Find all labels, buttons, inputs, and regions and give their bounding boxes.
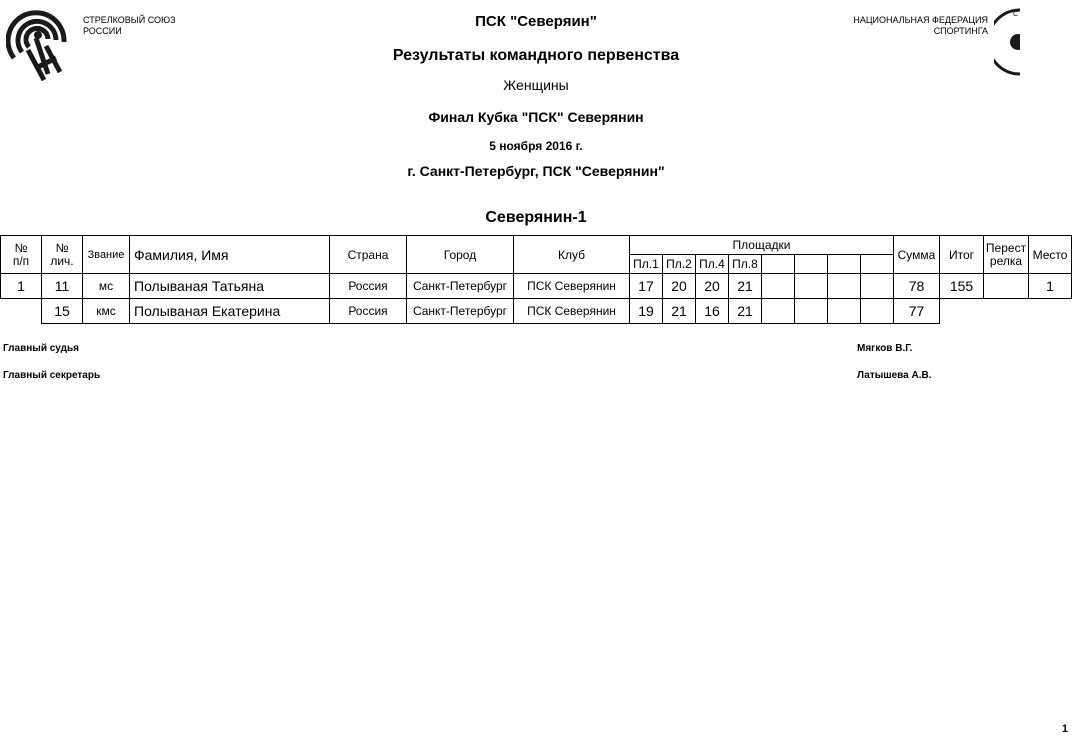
- event-date: 5 ноября 2016 г.: [489, 139, 583, 153]
- judge-name: Мягков В.Г.: [857, 343, 913, 354]
- cell-range-8: 21: [729, 299, 762, 324]
- col-header-sum: Сумма: [894, 236, 940, 274]
- cell-num: 1: [1, 274, 42, 299]
- cell-num: [1, 299, 42, 324]
- col-header-lic: [42, 236, 83, 274]
- cell-club: ПСК Северянин: [514, 299, 630, 324]
- col-header-range-8: Пл.8: [729, 255, 762, 274]
- cell-range-1: 19: [630, 299, 663, 324]
- cell-range-empty: [861, 299, 894, 324]
- cell-sum: 77: [894, 299, 940, 324]
- col-header-place: Место: [1029, 236, 1072, 274]
- col-header-name: Фамилия, Имя: [130, 236, 330, 274]
- col-header-range-empty: [762, 255, 795, 274]
- secretary-name: Латышева А.В.: [857, 370, 932, 381]
- col-header-shootoff-line-1: Перест: [985, 240, 1027, 255]
- table-row: [1, 299, 1072, 324]
- cell-lic: 11: [42, 274, 83, 299]
- org-right-line-2: СПОРТИНГА: [933, 26, 988, 36]
- cell-range-empty: [762, 274, 795, 299]
- org-left-line-1: СТРЕЛКОВЫЙ СОЮЗ: [83, 15, 176, 25]
- cell-sum: 78: [894, 274, 940, 299]
- cell-rank: мс: [83, 274, 130, 299]
- col-header-lic-line-2: лич.: [50, 253, 74, 268]
- col-header-num: [1, 236, 42, 274]
- col-header-range-1: Пл.1: [630, 255, 663, 274]
- table-row: [1, 274, 1072, 299]
- cell-range-empty: [828, 274, 861, 299]
- col-header-range-4: Пл.4: [696, 255, 729, 274]
- cell-range-empty: [762, 299, 795, 324]
- col-header-num-line-2: п/п: [12, 253, 30, 268]
- org-right-line-1: НАЦИОНАЛЬНАЯ ФЕДЕРАЦИЯ: [853, 15, 988, 25]
- col-header-num-line-1: №: [14, 240, 28, 255]
- col-header-club: Клуб: [514, 236, 630, 274]
- cell-range-2: 21: [663, 299, 696, 324]
- svg-text:С: С: [1013, 11, 1019, 18]
- cell-city: Санкт-Петербург: [407, 274, 514, 299]
- col-header-shootoff-line-2: релка: [989, 253, 1023, 268]
- col-header-lic-line-1: №: [55, 240, 69, 255]
- cell-total-empty: [940, 299, 984, 324]
- cell-range-empty: [861, 274, 894, 299]
- cell-range-1: 17: [630, 274, 663, 299]
- cell-name: Полываная Татьяна: [130, 274, 330, 299]
- col-header-range-empty: [828, 255, 861, 274]
- cell-total: 155: [940, 274, 984, 299]
- cell-range-8: 21: [729, 274, 762, 299]
- col-header-range-empty: [795, 255, 828, 274]
- col-header-range-2: Пл.2: [663, 255, 696, 274]
- report-title: Результаты командного первенства: [392, 47, 680, 64]
- table-header-row-1: [1, 236, 1072, 255]
- event-title: Финал Кубка "ПСК" Северянин: [428, 109, 644, 125]
- col-header-country: Страна: [330, 236, 407, 274]
- club-title: ПСК "Северяин": [475, 13, 597, 30]
- secretary-label: Главный секретарь: [3, 370, 101, 381]
- col-header-range-empty: [861, 255, 894, 274]
- cell-club: ПСК Северянин: [514, 274, 630, 299]
- cell-city: Санкт-Петербург: [407, 299, 514, 324]
- cell-range-empty: [795, 274, 828, 299]
- cell-country: Россия: [330, 274, 407, 299]
- col-header-rank: Звание: [83, 236, 130, 274]
- cell-range-2: 20: [663, 274, 696, 299]
- page-number: 1: [1061, 723, 1068, 735]
- event-place: г. Санкт-Петербург, ПСК "Северянин": [407, 163, 665, 179]
- cell-place-empty: [1029, 299, 1072, 324]
- cell-name: Полываная Екатерина: [130, 299, 330, 324]
- cell-shootoff-empty: [984, 299, 1029, 324]
- cell-rank: кмс: [83, 299, 130, 324]
- cell-place: 1: [1029, 274, 1072, 299]
- cell-range-4: 16: [696, 299, 729, 324]
- col-header-shootoff: [984, 236, 1029, 274]
- team-name: Северянин-1: [485, 209, 587, 226]
- category-label: Женщины: [503, 77, 569, 93]
- col-header-ranges: Площадки: [630, 236, 894, 255]
- col-header-total: Итог: [940, 236, 984, 274]
- cell-range-empty: [795, 299, 828, 324]
- org-left-line-2: РОССИИ: [83, 26, 122, 36]
- cell-country: Россия: [330, 299, 407, 324]
- results-table: [0, 235, 1072, 324]
- cell-range-4: 20: [696, 274, 729, 299]
- cell-shootoff: [984, 274, 1029, 299]
- col-header-city: Город: [407, 236, 514, 274]
- cell-lic: 15: [42, 299, 83, 324]
- judge-label: Главный судья: [3, 343, 79, 354]
- cell-range-empty: [828, 299, 861, 324]
